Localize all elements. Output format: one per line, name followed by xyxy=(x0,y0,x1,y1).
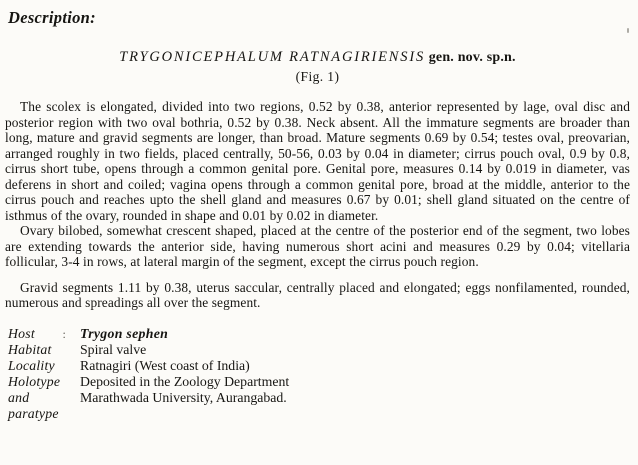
label-text: Habitat xyxy=(8,341,52,357)
specimen-value: Ratnagiri (West coast of India) xyxy=(80,357,250,373)
specimen-row-paratype xyxy=(8,390,630,422)
specimen-row-locality xyxy=(8,358,630,374)
paragraph-gravid: Gravid segments 1.11 by 0.38, uterus saccular, centrally placed and elongated; eggs nonfilamented, rounded, numerous and spreadings all over the segment. xyxy=(5,279,630,310)
specimen-label xyxy=(8,342,80,358)
specimen-row-host xyxy=(8,326,630,342)
species-title: TRYGONICEPHALUM RATNAGIRIENSIS xyxy=(119,49,425,65)
title-block xyxy=(5,48,630,66)
paragraph-scolex: The scolex is elongated, divided into two regions, 0.52 by 0.38, anterior represented by lage, oval disc and posterior region with two oval bothria, 0.52 by 0.38. Neck absent. All the immature segments are broader than long, mature and gravid segments are longer, than broad. Mature segments 0.69 by 0.54; testes oval, preovarian, arranged roughly in two fields, placed centrally, 50-56, 0.03 by 0.04 in diameter; cirrus pouch oval, 0.9 by 0.8, cirrus short tube, opens through a common genital pore. Genital pore, measures 0.14 by 0.019 in diameter, vas deferens in short and coiled; vagina opens through a common genital pore, broad at the middle, anterior to the cirrus pouch and reaches upto the shell gland and measures 0.67 by 0.01; shell gland situated on the centre of isthmus of the ovary, rounded in shape and 0.01 by 0.02 in diameter. xyxy=(5,99,630,223)
specimen-label xyxy=(8,390,80,422)
label-text: Locality xyxy=(8,357,55,373)
description-body xyxy=(5,99,630,311)
specimen-label xyxy=(8,358,80,374)
title-suffix: gen. nov. sp.n. xyxy=(425,50,516,65)
specimen-value: Spiral valve xyxy=(80,341,147,357)
specimen-label xyxy=(8,374,80,390)
specimen-value: Trygon sephen xyxy=(80,325,169,341)
label-text: Host xyxy=(8,325,35,341)
specimen-label xyxy=(8,326,80,342)
description-heading: Description: xyxy=(8,8,96,27)
label-text: Holotype xyxy=(8,373,61,389)
specimen-value: Deposited in the Zoology Department xyxy=(80,373,290,389)
label-text: and paratype xyxy=(8,389,59,421)
scan-artifact xyxy=(627,28,629,33)
label-separator: : xyxy=(62,326,66,341)
figure-caption: (Fig. 1) xyxy=(295,69,340,84)
specimen-info-list xyxy=(5,326,630,422)
specimen-row-habitat xyxy=(8,342,630,358)
specimen-value: Marathwada University, Aurangabad. xyxy=(80,389,287,405)
specimen-row-holotype xyxy=(8,374,630,390)
paragraph-ovary: Ovary bilobed, somewhat crescent shaped, placed at the centre of the posterior end of the segment, two lobes are extending towards the anterior side, having numerous short acini and measures 0.29 by 0.04; vitellaria follicular, 3-4 in rows, at lateral margin of the segment, except the cirrus pouch region. xyxy=(5,223,630,269)
